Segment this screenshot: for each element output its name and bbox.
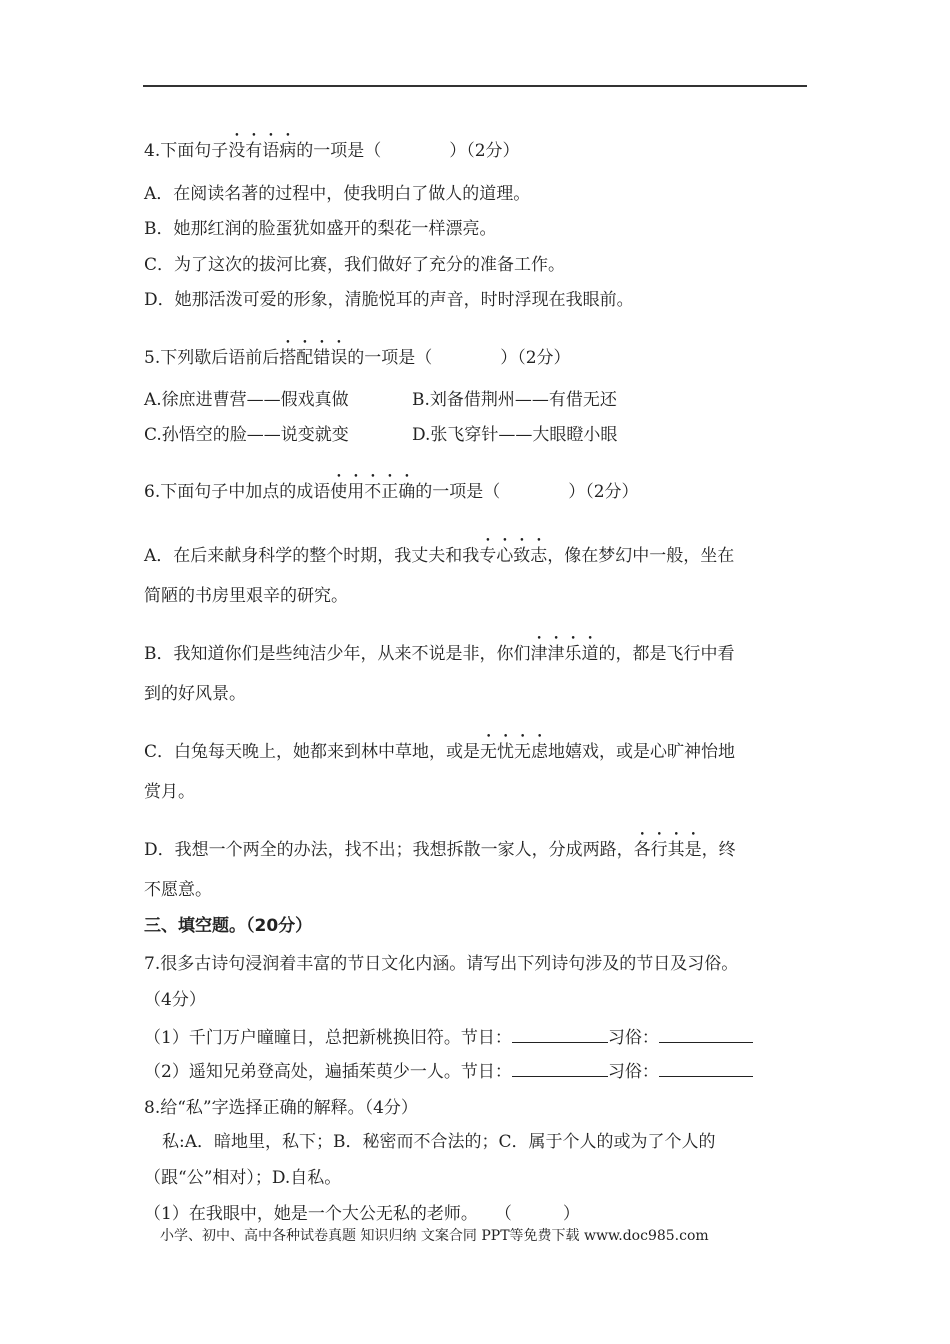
q5-option-d: D.张飞穿针——大眼瞪小眼 [412, 425, 618, 445]
header-rule [143, 85, 807, 87]
q6-option-b: B．我知道你们是些纯洁少年，从来不说是非，你们津津乐道的，都是飞行中看 [144, 644, 735, 664]
q7-score: （4分） [144, 990, 206, 1010]
q6-option-d-cont: 不愿意。 [144, 880, 212, 900]
q4-emphasis: 没有语病 [228, 141, 297, 161]
q5-option-b: B.刘备借荆州——有借无还 [412, 390, 617, 410]
q4-option-b: B．她那红润的脸蛋犹如盛开的梨花一样漂亮。 [144, 219, 497, 239]
q6-c-idiom: 无忧无虑 [480, 742, 549, 762]
q6-d-idiom: 各行其是 [633, 840, 702, 860]
festival-blank-2[interactable] [512, 1060, 608, 1077]
q6-option-a: A．在后来献身科学的整个时期，我丈夫和我专心致志，像在梦幻中一般，坐在 [144, 546, 735, 566]
footer-ad: 小学、初中、高中各种试卷真题 知识归纳 文案合同 PPT等免费下载 www.doc985.com [160, 1228, 709, 1244]
q7-item-2: （2）遥知兄弟登高处，遍插茱萸少一人。节日： 习俗： [144, 1060, 753, 1083]
q5-emphasis: 搭配错误 [279, 348, 348, 368]
custom-blank-1[interactable] [659, 1026, 753, 1043]
q4-option-c: C．为了这次的拔河比赛，我们做好了充分的准备工作。 [144, 255, 566, 275]
q8-item-1: （1）在我眼中，她是一个大公无私的老师。 （ ） [144, 1204, 580, 1224]
q7-stem: 7.很多古诗句浸润着丰富的节日文化内涵。请写出下列诗句涉及的节日及习俗。 [144, 954, 739, 974]
q4-option-a: A．在阅读名著的过程中，使我明白了做人的道理。 [144, 184, 531, 204]
q4-option-d: D．她那活泼可爱的形象，清脆悦耳的声音，时时浮现在我眼前。 [144, 290, 634, 310]
q5-option-c: C.孙悟空的脸——说变就变 [144, 425, 349, 445]
q8-definition-2: （跟“公”相对）；D.自私。 [144, 1168, 342, 1188]
q6-option-a-cont: 简陋的书房里艰辛的研究。 [144, 586, 348, 606]
q6-a-idiom: 专心致志 [479, 546, 548, 566]
q5-stem: 5.下列歇后语前后搭配错误的一项是（ ）（2分） [144, 348, 571, 368]
custom-blank-2[interactable] [659, 1060, 753, 1077]
q6-option-c: C．白兔每天晚上，她都来到林中草地，或是无忧无虑地嬉戏，或是心旷神怡地 [144, 742, 736, 762]
q4-stem: 4.下面句子没有语病的一项是（ ）（2分） [144, 141, 520, 161]
q6-option-b-cont: 到的好风景。 [144, 684, 246, 704]
section-title: 三、填空题。（20分） [144, 916, 313, 936]
q8-definition-1: 私:A．暗地里，私下；B．秘密而不合法的；C．属于个人的或为了个人的 [162, 1132, 716, 1152]
q5-option-a: A.徐庶进曹营——假戏真做 [144, 390, 349, 410]
q6-stem: 6.下面句子中加点的成语使用不正确的一项是（ ）（2分） [144, 482, 639, 502]
q6-emphasis: 使用不正确 [330, 482, 416, 502]
q7-item-1: （1）千门万户曈曈日，总把新桃换旧符。节日： 习俗： [144, 1026, 753, 1049]
q8-stem: 8.给“私”字选择正确的解释。（4分） [144, 1098, 418, 1118]
q6-b-idiom: 津津乐道 [530, 644, 599, 664]
festival-blank-1[interactable] [512, 1026, 608, 1043]
q6-option-d: D．我想一个两全的办法，找不出；我想拆散一家人，分成两路，各行其是，终 [144, 840, 736, 860]
q6-option-c-cont: 赏月。 [144, 782, 195, 802]
